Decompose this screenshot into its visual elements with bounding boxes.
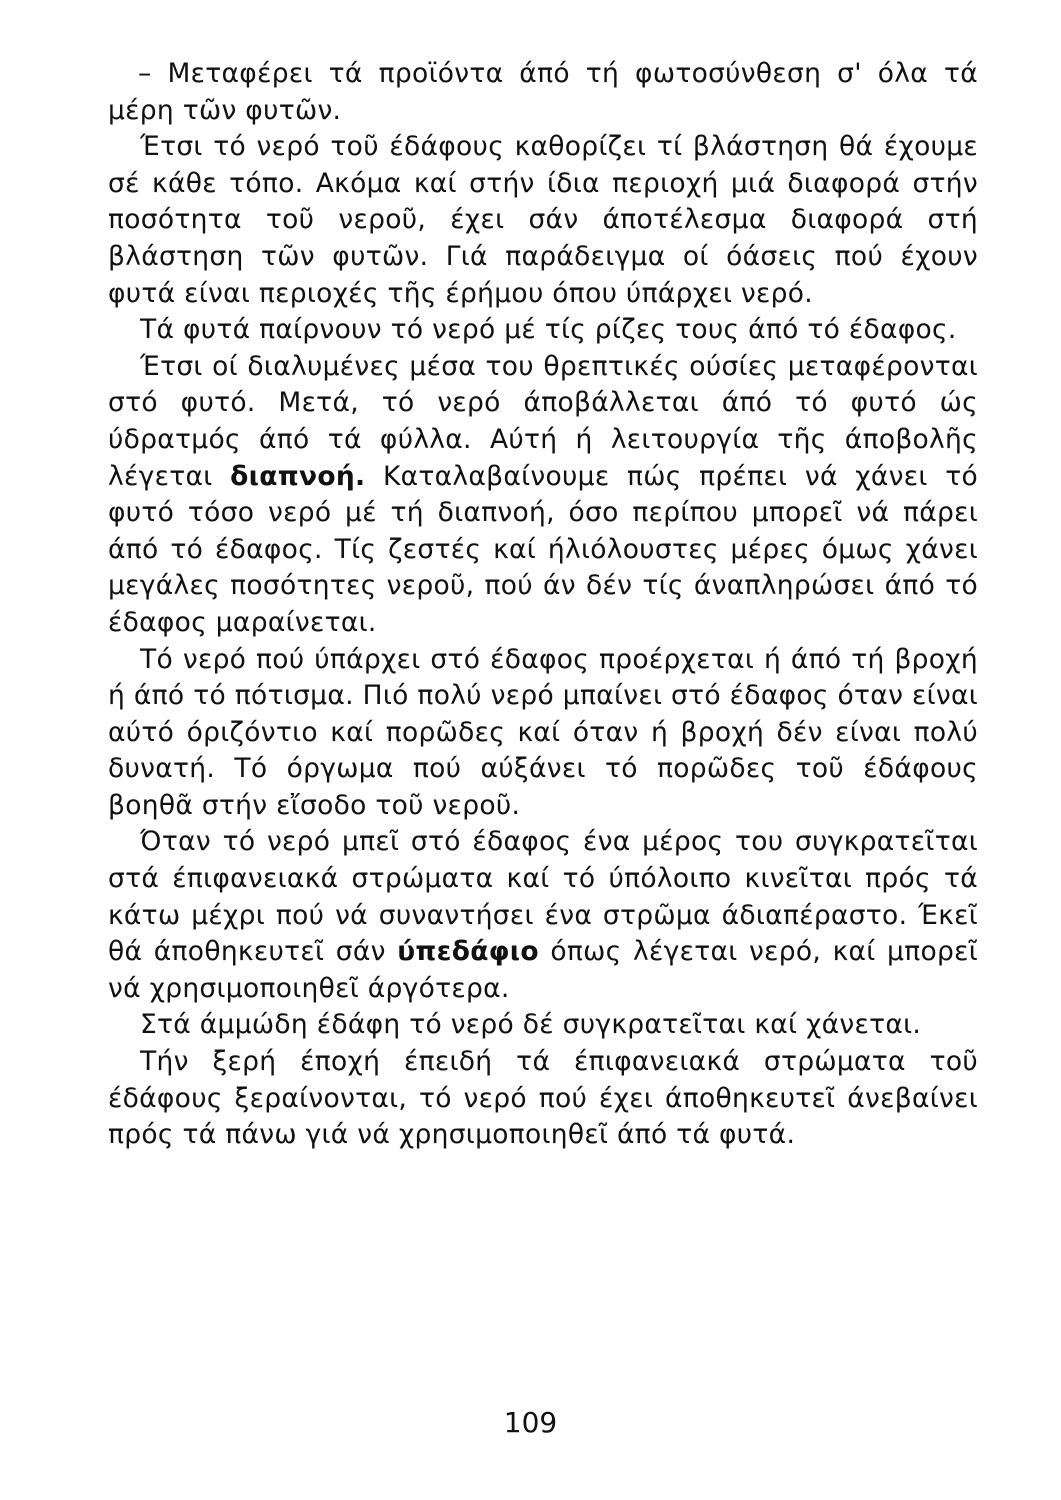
paragraph-groundwater: [108, 824, 978, 1007]
term-groundwater: ύπεδάφιο: [397, 936, 539, 968]
groundwater-text-after: όπως λέγεται νερό, καί μπορεῖ νά χρησιμοποιηθεῖ άργότερα.: [108, 936, 978, 1004]
page-body: [108, 56, 978, 1154]
page-number: 109: [503, 1406, 558, 1439]
paragraph-water-vegetation: Έτσι τό νερό τοῦ έδάφους καθορίζει τί βλάστηση θά έχουμε σέ κάθε τόπο. Ακόμα καί στήν ίδια περιοχή μιά διαφορά στήν ποσότητα τοῦ νεροῦ, έχει σάν άποτέλεσμα διαφορά στή βλάστηση τῶν φυτῶν. Γιά παράδειγμα οί όάσεις πού έχουν φυτά είναι περιοχές τῆς έρήμου όπου ύπάρχει νερό.: [108, 131, 978, 309]
paragraph-dry-season: Τήν ξερή έποχή έπειδή τά έπιφανειακά στρώματα τοῦ έδάφους ξεραίνονται, τό νερό πού έχει άποθηκευτεῖ άνεβαίνει πρός τά πάνω γιά νά χρησιμοποιηθεῖ άπό τά φυτά.: [108, 1046, 978, 1151]
paragraph-transpiration: [108, 349, 978, 642]
paragraph-sandy-soils: Στά άμμώδη έδάφη τό νερό δέ συγκρατεῖται καί χάνεται.: [140, 1009, 922, 1041]
transpiration-text-before: Έτσι οί διαλυμένες μέσα του θρεπτικές ούσίες μεταφέρονται στό φυτό. Μετά, τό νερό άποβάλλεται άπό τό φυτό ώς ύδρατμός άπό τά φύλλα. Αύτή ή λειτουργία τῆς άποβολῆς λέγεται: [108, 350, 978, 492]
paragraph-soil-water-source: Τό νερό πού ύπάρχει στό έδαφος προέρχεται ή άπό τή βροχή ή άπό τό πότισμα. Πιό πολύ νερό μπαίνει στό έδαφος όταν είναι αύτό όριζόντιο καί πορῶδες καί όταν ή βροχή δέν είναι πολύ δυνατή. Τό όργωμα πού αύξάνει τό πορῶδες τοῦ έδάφους βοηθᾶ στήν εἴσοδο τοῦ νεροῦ.: [108, 643, 978, 821]
groundwater-text-before: Όταν τό νερό μπεῖ στό έδαφος ένα μέρος του συγκρατεῖται στά έπιφανειακά στρώματα καί τό ύπόλοιπο κινεῖται πρός τά κάτω μέχρι πού νά συναντήσει ένα στρῶμα άδιαπέραστο. Έκεῖ θά άποθηκευτεῖ σάν: [108, 826, 978, 968]
transpiration-text-after: Καταλαβαίνουμε πώς πρέπει νά χάνει τό φυτό τόσο νερό μέ τή διαπνοή, όσο περίπου μπορεῖ νά πάρει άπό τό έδαφος. Τίς ζεστές καί ήλιόλουστες μέρες όμως χάνει μεγάλες ποσότητες νεροῦ, πού άν δέν τίς άναπληρώσει άπό τό έδαφος μαραίνεται.: [108, 460, 979, 638]
paragraph-phloem-transport: – Μεταφέρει τά προϊόντα άπό τή φωτοσύνθεση σ' όλα τά μέρη τῶν φυτῶν.: [108, 58, 978, 126]
paragraph-roots: Τά φυτά παίρνουν τό νερό μέ τίς ρίζες τους άπό τό έδαφος.: [140, 314, 957, 346]
term-transpiration: διαπνοή.: [230, 460, 366, 492]
